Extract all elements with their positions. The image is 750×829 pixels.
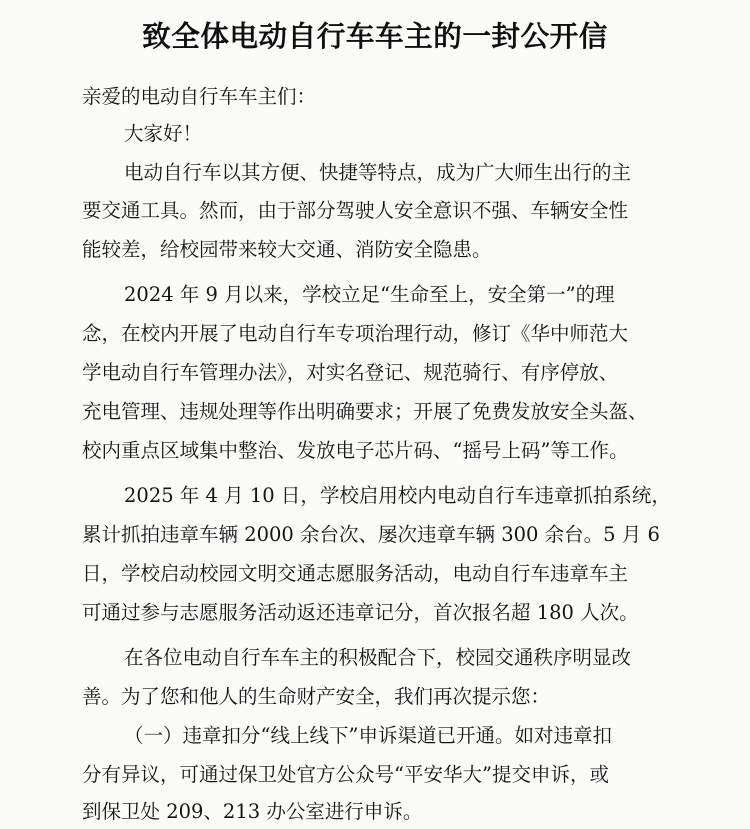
paragraph-line: 充电管理、违规处理等作出明确要求；开展了免费发放安全头盔、 [82, 400, 648, 423]
paragraph-line: 在各位电动自行车车主的积极配合下，校园交通秩序明显改 [124, 646, 632, 669]
paragraph-line: 学电动自行车管理办法》，对实名登记、规范骑行、有序停放、 [82, 361, 619, 384]
paragraph-line: （一）违章扣分“线上线下”申诉渠道已开通。如对违章扣 [124, 724, 612, 747]
paragraph-line: 分有异议，可通过保卫处官方公众号“平安华大”提交申诉，或 [82, 763, 609, 786]
page-title: 致全体电动自行车车主的一封公开信 [142, 19, 608, 53]
paragraph-line: 念，在校内开展了电动自行车专项治理行动，修订《华中师范大 [82, 322, 629, 345]
paragraph-line: 能较差，给校园带来较大交通、消防安全隐患。 [82, 238, 492, 261]
paragraph-line: 累计抓拍违章车辆 2000 余台次、屡次违章车辆 300 余台。5 月 6 [82, 523, 660, 546]
paragraph-line: 日，学校启动校园文明交通志愿服务活动，电动自行车违章车主 [82, 562, 629, 585]
salutation: 亲爱的电动自行车车主们： [82, 85, 317, 108]
paragraph-line: 要交通工具。然而，由于部分驾驶人安全意识不强、车辆安全性 [82, 199, 629, 222]
paragraph-line: 2025 年 4 月 10 日，学校启用校内电动自行车违章抓拍系统， [124, 484, 671, 507]
paragraph-line: 到保卫处 209、213 办公室进行申诉。 [82, 800, 423, 823]
paragraph-line: 善。为了您和他人的生命财产安全，我们再次提示您： [82, 685, 551, 708]
paragraph-line: 校内重点区域集中整治、发放电子芯片码、“摇号上码”等工作。 [82, 439, 629, 462]
greeting: 大家好！ [124, 122, 203, 145]
paragraph-line: 电动自行车以其方便、快捷等特点，成为广大师生出行的主 [124, 161, 632, 184]
paragraph-line: 可通过参与志愿服务活动返还违章记分，首次报名超 180 人次。 [82, 601, 639, 624]
paragraph-line: 2024 年 9 月以来，学校立足“生命至上，安全第一”的理 [124, 283, 615, 306]
